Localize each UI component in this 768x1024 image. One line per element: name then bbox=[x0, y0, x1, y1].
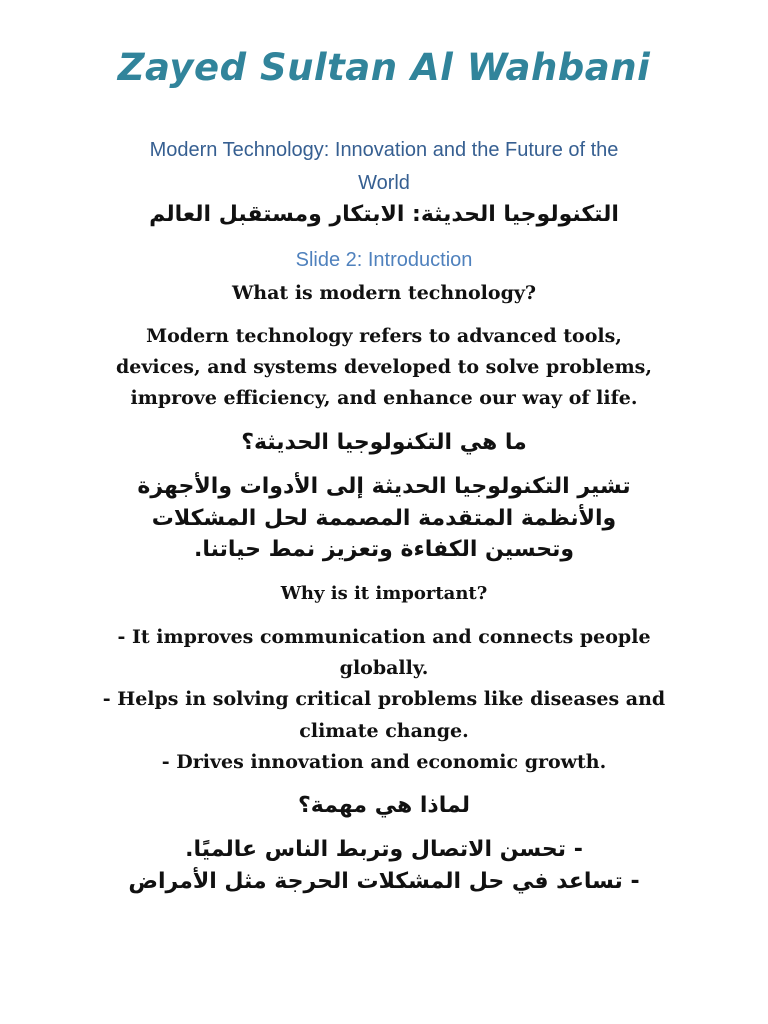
reason-arabic-line: - تحسن الاتصال وتربط الناس عالميًا. bbox=[185, 837, 583, 862]
author-name: Zayed Sultan Al Wahbani bbox=[117, 46, 651, 89]
title-english-line-2: World bbox=[358, 172, 410, 194]
definition-english-line: Modern technology refers to advanced tools, bbox=[146, 325, 622, 347]
reason-english-line: climate change. bbox=[299, 720, 469, 742]
reason-english-line: - Drives innovation and economic growth. bbox=[161, 751, 607, 773]
question-what-arabic: ما هي التكنولوجيا الحديثة؟ bbox=[241, 430, 527, 455]
definition-english-line: devices, and systems developed to solve problems, bbox=[116, 356, 652, 378]
title-english-line-1: Modern Technology: Innovation and the Future of the bbox=[149, 139, 619, 161]
reason-english-line: - It improves communication and connects people bbox=[117, 626, 651, 648]
definition-arabic-line: تشير التكنولوجيا الحديثة إلى الأدوات والأجهزة bbox=[137, 474, 631, 499]
title-arabic: التكنولوجيا الحديثة: الابتكار ومستقبل العالم bbox=[149, 202, 619, 227]
question-why-english: Why is it important? bbox=[280, 583, 488, 604]
reason-english-line: globally. bbox=[339, 657, 429, 679]
reason-arabic-line: - تساعد في حل المشكلات الحرجة مثل الأمراض bbox=[128, 869, 640, 894]
question-what-english: What is modern technology? bbox=[231, 282, 537, 304]
definition-arabic-line: وتحسين الكفاءة وتعزيز نمط حياتنا. bbox=[193, 537, 575, 562]
definition-arabic-line: والأنظمة المتقدمة المصممة لحل المشكلات bbox=[151, 506, 617, 531]
slide-heading: Slide 2: Introduction bbox=[295, 249, 473, 271]
reason-english-line: - Helps in solving critical problems like diseases and bbox=[102, 688, 666, 710]
definition-english-line: improve efficiency, and enhance our way of life. bbox=[130, 387, 638, 409]
question-why-arabic: لماذا هي مهمة؟ bbox=[298, 793, 470, 818]
